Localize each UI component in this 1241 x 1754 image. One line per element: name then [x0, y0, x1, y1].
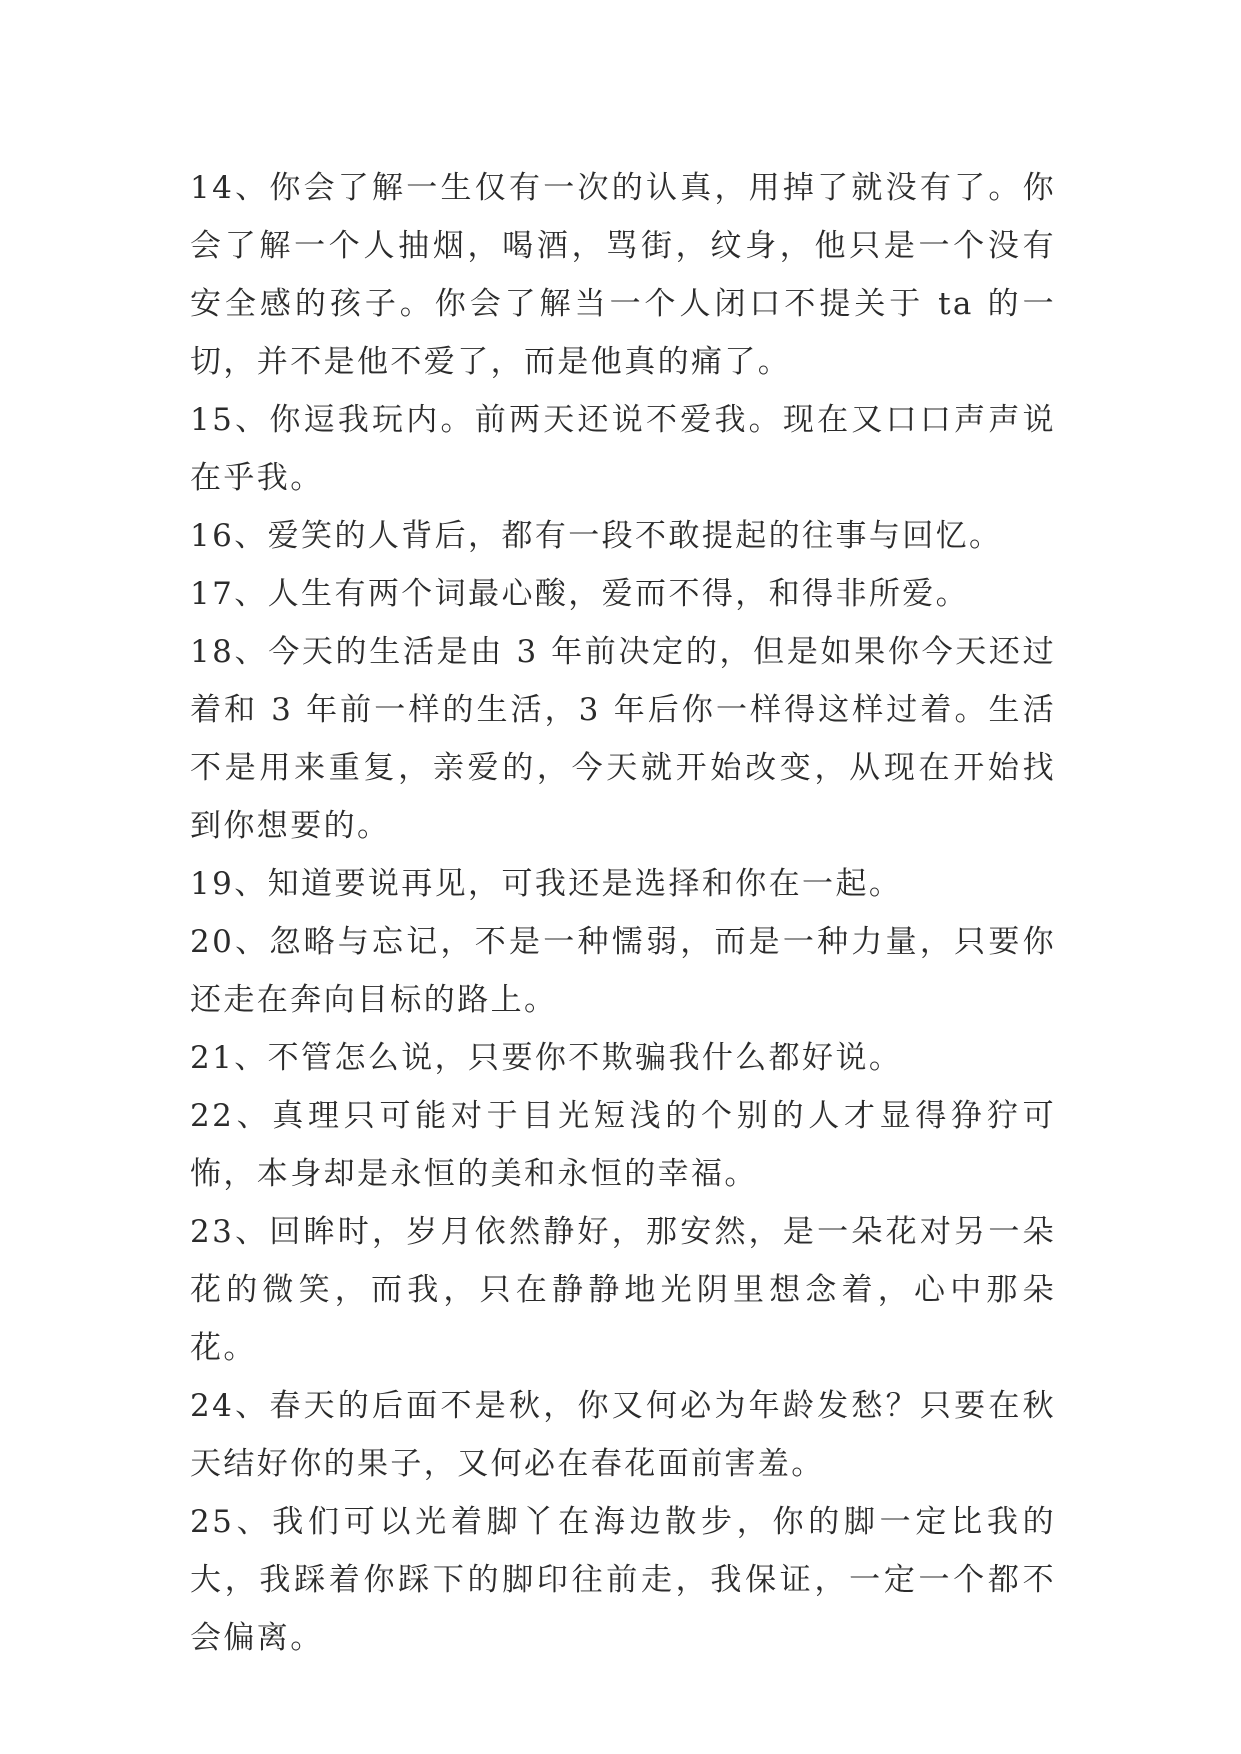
paragraph-19: 19、知道要说再见，可我还是选择和你在一起。 — [190, 866, 903, 902]
paragraph-21: 21、不管怎么说，只要你不欺骗我什么都好说。 — [190, 1040, 903, 1076]
paragraph-25: 25、我们可以光着脚丫在海边散步，你的脚一定比我的大，我踩着你踩下的脚印往前走，我保证，一定一个都不会偏离。 — [190, 1504, 1056, 1656]
paragraph-20: 20、忽略与忘记，不是一种懦弱，而是一种力量，只要你还走在奔向目标的路上。 — [190, 924, 1056, 1018]
document-body — [190, 159, 1056, 1667]
paragraph-24: 24、春天的后面不是秋，你又何必为年龄发愁？只要在秋天结好你的果子，又何必在春花面前害羞。 — [190, 1388, 1056, 1482]
paragraph-18: 18、今天的生活是由 3 年前决定的，但是如果你今天还过着和 3 年前一样的生活，3 年后你一样得这样过着。生活不是用来重复，亲爱的，今天就开始改变，从现在开始找到你想要的。 — [190, 634, 1056, 844]
paragraph-17: 17、人生有两个词最心酸，爱而不得，和得非所爱。 — [190, 576, 970, 612]
paragraph-16: 16、爱笑的人背后，都有一段不敢提起的往事与回忆。 — [190, 518, 1003, 554]
paragraph-22: 22、真理只可能对于目光短浅的个别的人才显得狰狞可怖，本身却是永恒的美和永恒的幸福。 — [190, 1098, 1056, 1192]
paragraph-15: 15、你逗我玩内。前两天还说不爱我。现在又口口声声说在乎我。 — [190, 402, 1056, 496]
paragraph-14: 14、你会了解一生仅有一次的认真，用掉了就没有了。你会了解一个人抽烟，喝酒，骂街，纹身，他只是一个没有安全感的孩子。你会了解当一个人闭口不提关于 ta 的一切，并不是他不爱了，而是他真的痛了。 — [190, 170, 1056, 380]
paragraph-23: 23、回眸时，岁月依然静好，那安然，是一朵花对另一朵花的微笑，而我，只在静静地光阴里想念着，心中那朵花。 — [190, 1214, 1056, 1366]
